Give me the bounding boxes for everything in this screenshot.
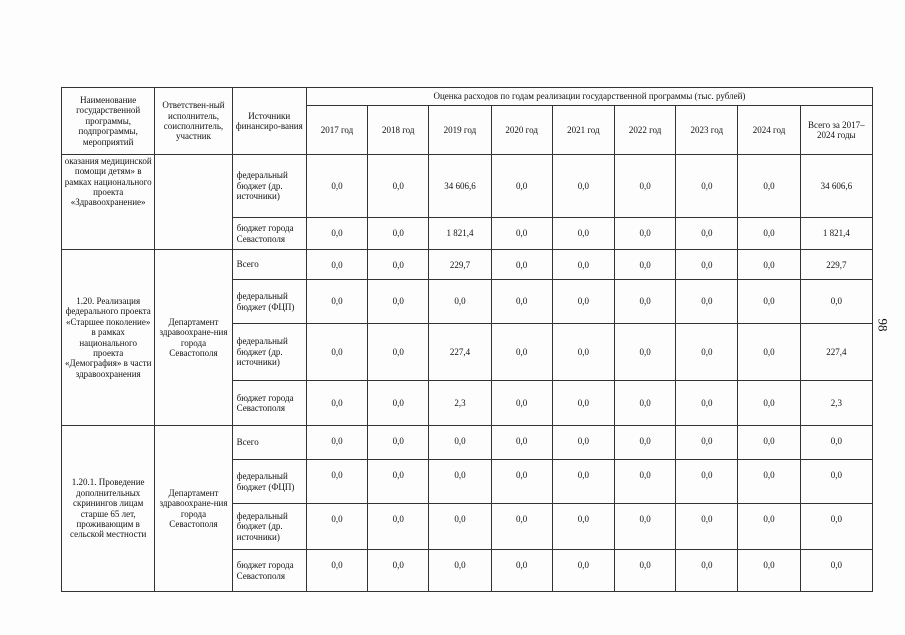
header-year: 2022 год (614, 106, 675, 155)
year-value-cell: 0,0 (306, 550, 367, 592)
year-value-cell: 0,0 (491, 155, 552, 218)
year-value-cell: 0,0 (306, 250, 367, 280)
executor-cell (155, 155, 232, 250)
year-value-cell: 0,0 (552, 250, 614, 280)
year-value-cell: 0,0 (552, 504, 614, 550)
executor-cell: Департамент здравоохране-ния города Севастополя (155, 426, 232, 592)
year-value-cell: 0,0 (676, 550, 738, 592)
total-value-cell: 0,0 (800, 550, 872, 592)
funding-source-cell: федеральный бюджет (др. источники) (232, 324, 306, 381)
year-value-cell: 0,0 (306, 280, 367, 324)
year-value-cell: 0,0 (306, 504, 367, 550)
year-value-cell: 0,0 (368, 381, 429, 426)
header-year: 2018 год (368, 106, 429, 155)
total-value-cell: 0,0 (800, 460, 872, 504)
program-name-cell: 1.20. Реализация федерального проекта «Старшее поколение» в рамках национального проекта «Демография» в части здравоохранения (62, 250, 155, 426)
header-span-title: Оценка расходов по годам реализации государственной программы (тыс. рублей) (306, 88, 872, 106)
year-value-cell: 0,0 (676, 381, 738, 426)
year-value-cell: 0,0 (552, 550, 614, 592)
year-value-cell: 0,0 (429, 504, 491, 550)
year-value-cell: 0,0 (738, 324, 800, 381)
total-value-cell: 1 821,4 (800, 218, 872, 250)
header-year: 2021 год (552, 106, 614, 155)
year-value-cell: 0,0 (676, 324, 738, 381)
table-row (62, 426, 873, 460)
year-value-cell: 0,0 (429, 460, 491, 504)
year-value-cell: 0,0 (491, 218, 552, 250)
year-value-cell: 0,0 (676, 504, 738, 550)
year-value-cell: 0,0 (368, 550, 429, 592)
year-value-cell: 0,0 (738, 155, 800, 218)
header-executor: Ответствен-ный исполнитель, соисполнитель, участник (155, 88, 232, 155)
year-value-cell: 0,0 (614, 324, 675, 381)
year-value-cell: 0,0 (738, 426, 800, 460)
header-source: Источники финансиро-вания (232, 88, 306, 155)
total-value-cell: 2,3 (800, 381, 872, 426)
year-value-cell: 0,0 (676, 280, 738, 324)
total-value-cell: 0,0 (800, 504, 872, 550)
year-value-cell: 0,0 (552, 426, 614, 460)
year-value-cell: 0,0 (676, 426, 738, 460)
year-value-cell: 0,0 (738, 460, 800, 504)
year-value-cell: 0,0 (738, 381, 800, 426)
year-value-cell: 0,0 (306, 460, 367, 504)
funding-source-cell: федеральный бюджет (ФЦП) (232, 280, 306, 324)
table-row (62, 250, 873, 280)
year-value-cell: 229,7 (429, 250, 491, 280)
funding-source-cell: Всего (232, 426, 306, 460)
year-value-cell: 0,0 (429, 280, 491, 324)
header-row-1 (62, 88, 873, 106)
budget-table (61, 87, 873, 592)
year-value-cell: 0,0 (738, 550, 800, 592)
year-value-cell: 0,0 (491, 426, 552, 460)
funding-source-cell: Всего (232, 250, 306, 280)
year-value-cell: 0,0 (676, 250, 738, 280)
funding-source-cell: федеральный бюджет (др. источники) (232, 504, 306, 550)
year-value-cell: 0,0 (491, 250, 552, 280)
year-value-cell: 0,0 (306, 218, 367, 250)
year-value-cell: 0,0 (614, 504, 675, 550)
year-value-cell: 0,0 (491, 550, 552, 592)
funding-source-cell: бюджет города Севастополя (232, 550, 306, 592)
year-value-cell: 0,0 (614, 280, 675, 324)
table-row (62, 155, 873, 218)
header-total: Всего за 2017–2024 годы (800, 106, 872, 155)
year-value-cell: 0,0 (552, 460, 614, 504)
year-value-cell: 0,0 (368, 324, 429, 381)
year-value-cell: 0,0 (429, 550, 491, 592)
year-value-cell: 0,0 (306, 381, 367, 426)
funding-source-cell: бюджет города Севастополя (232, 218, 306, 250)
header-year: 2019 год (429, 106, 491, 155)
year-value-cell: 0,0 (368, 460, 429, 504)
table-body (62, 155, 873, 592)
header-name: Наименование государственной программы, подпрограммы, мероприятий (62, 88, 155, 155)
year-value-cell: 0,0 (368, 250, 429, 280)
year-value-cell: 2,3 (429, 381, 491, 426)
year-value-cell: 0,0 (738, 250, 800, 280)
year-value-cell: 0,0 (676, 218, 738, 250)
total-value-cell: 34 606,6 (800, 155, 872, 218)
year-value-cell: 0,0 (429, 426, 491, 460)
year-value-cell: 0,0 (491, 460, 552, 504)
year-value-cell: 0,0 (368, 280, 429, 324)
year-value-cell: 0,0 (368, 218, 429, 250)
year-value-cell: 0,0 (614, 218, 675, 250)
year-value-cell: 0,0 (491, 280, 552, 324)
year-value-cell: 0,0 (738, 504, 800, 550)
header-year: 2017 год (306, 106, 367, 155)
year-value-cell: 34 606,6 (429, 155, 491, 218)
year-value-cell: 0,0 (552, 155, 614, 218)
total-value-cell: 229,7 (800, 250, 872, 280)
total-value-cell: 0,0 (800, 280, 872, 324)
program-name-cell: 1.20.1. Проведение дополнительных скринингов лицам старше 65 лет, проживающим в сельской местности (62, 426, 155, 592)
page-number: 98 (875, 318, 891, 332)
executor-cell: Департамент здравоохране-ния города Севастополя (155, 250, 232, 426)
year-value-cell: 227,4 (429, 324, 491, 381)
header-year: 2024 год (738, 106, 800, 155)
year-value-cell: 0,0 (552, 218, 614, 250)
year-value-cell: 0,0 (491, 504, 552, 550)
total-value-cell: 0,0 (800, 426, 872, 460)
header-year: 2023 год (676, 106, 738, 155)
year-value-cell: 0,0 (738, 280, 800, 324)
year-value-cell: 0,0 (614, 250, 675, 280)
year-value-cell: 0,0 (552, 324, 614, 381)
year-value-cell: 0,0 (491, 381, 552, 426)
year-value-cell: 0,0 (552, 381, 614, 426)
funding-source-cell: федеральный бюджет (ФЦП) (232, 460, 306, 504)
year-value-cell: 0,0 (614, 155, 675, 218)
year-value-cell: 0,0 (676, 460, 738, 504)
year-value-cell: 0,0 (491, 324, 552, 381)
funding-source-cell: федеральный бюджет (др. источники) (232, 155, 306, 218)
year-value-cell: 0,0 (738, 218, 800, 250)
funding-source-cell: бюджет города Севастополя (232, 381, 306, 426)
year-value-cell: 0,0 (676, 155, 738, 218)
header-year: 2020 год (491, 106, 552, 155)
year-value-cell: 0,0 (368, 155, 429, 218)
year-value-cell: 0,0 (552, 280, 614, 324)
year-value-cell: 0,0 (614, 550, 675, 592)
year-value-cell: 0,0 (368, 426, 429, 460)
total-value-cell: 227,4 (800, 324, 872, 381)
year-value-cell: 0,0 (614, 460, 675, 504)
year-value-cell: 0,0 (306, 324, 367, 381)
year-value-cell: 1 821,4 (429, 218, 491, 250)
program-name-cell: оказания медицинской помощи детям» в рамках национального проекта «Здравоохранение» (62, 155, 155, 250)
year-value-cell: 0,0 (306, 426, 367, 460)
year-value-cell: 0,0 (614, 381, 675, 426)
year-value-cell: 0,0 (306, 155, 367, 218)
year-value-cell: 0,0 (368, 504, 429, 550)
year-value-cell: 0,0 (614, 426, 675, 460)
